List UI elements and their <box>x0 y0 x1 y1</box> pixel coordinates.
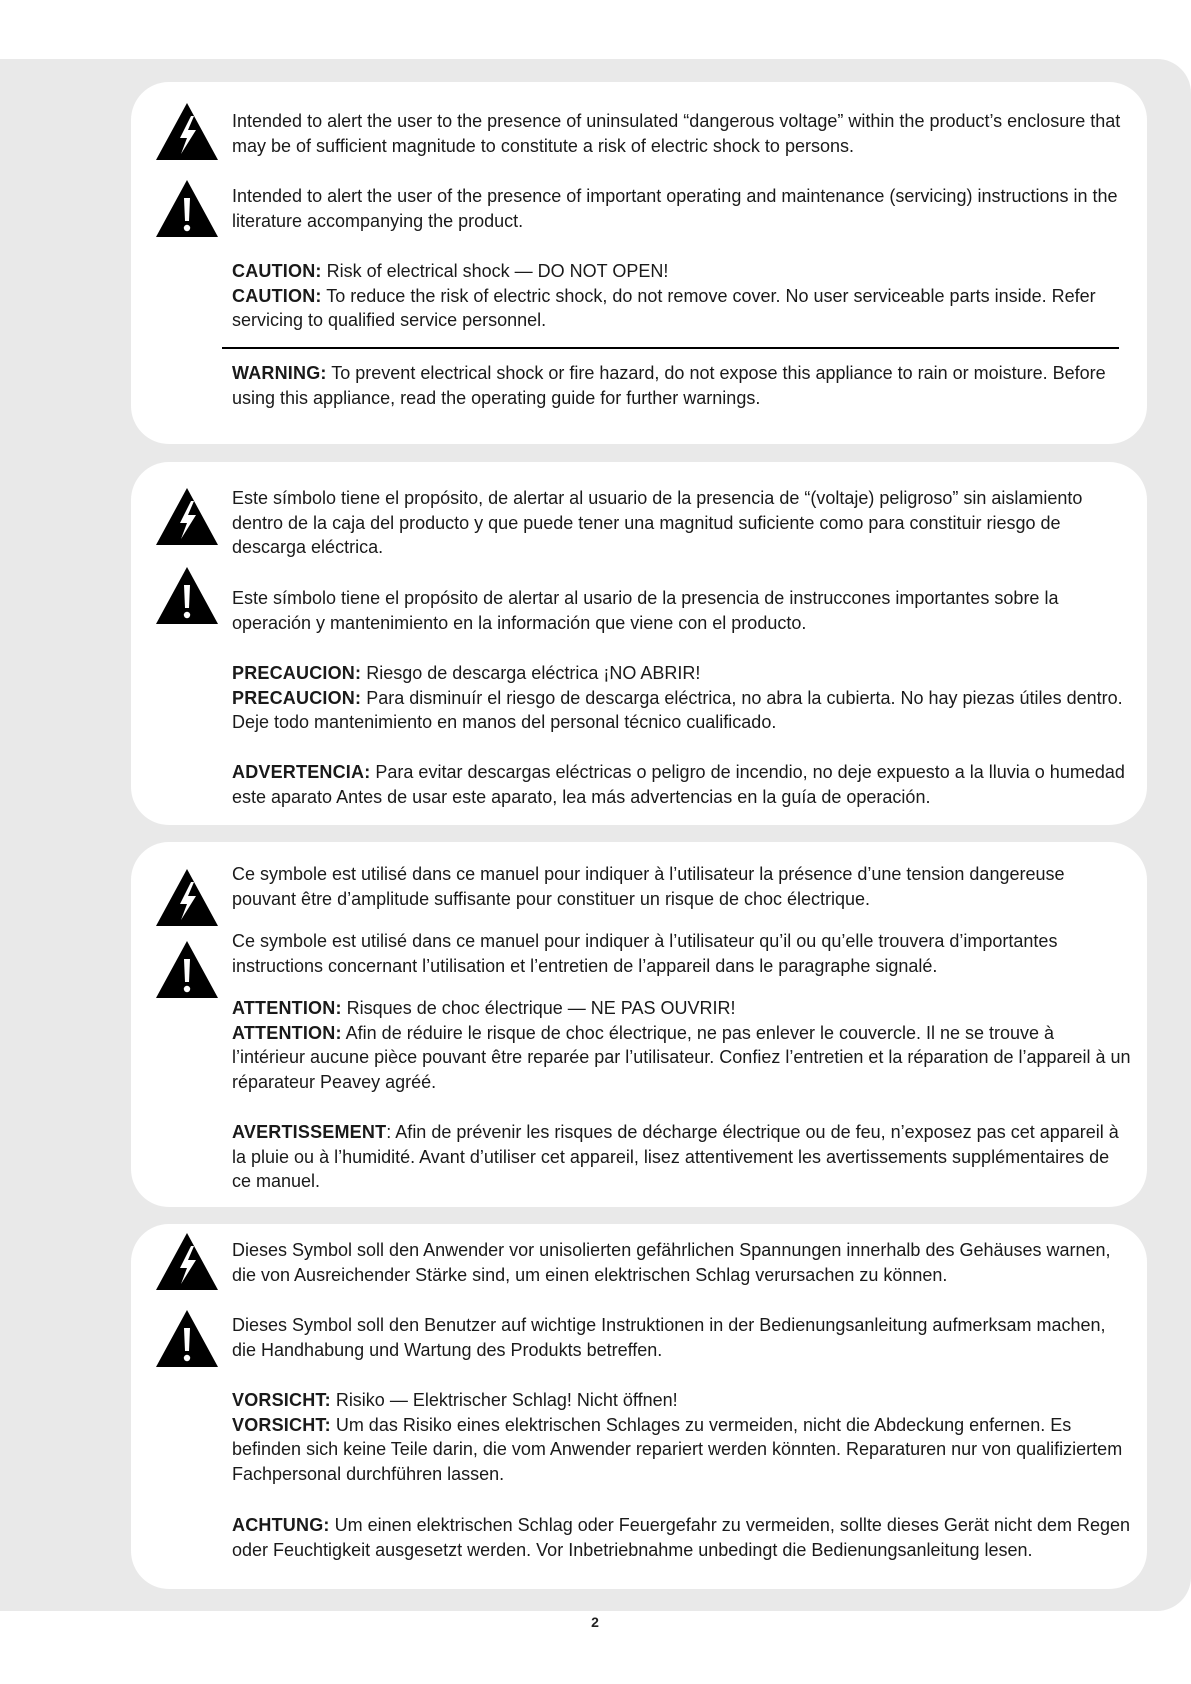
caution-block <box>232 1388 1132 1486</box>
caution-block <box>232 259 1132 333</box>
lightning-warning-icon <box>155 1231 219 1291</box>
voltage-warning-text: Este símbolo tiene el propósito, de alertar al usuario de la presencia de “(voltaje) peligroso” sin aislamiento dentro de la caja del producto y que puede tener una magnitud suficiente como para constituir riesgo de descarga eléctrica. <box>232 488 1083 557</box>
safety-card-english <box>131 82 1147 444</box>
caution-text: Risiko — Elektrischer Schlag! Nicht öffnen! <box>330 1390 678 1410</box>
caution-label: VORSICHT: <box>232 1390 331 1410</box>
warning-text: Um einen elektrischen Schlag oder Feuergefahr zu vermeiden, sollte dieses Gerät nicht dem Regen oder Feuchtigkeit ausgesetzt werden. Vor Inbetriebnahme unbedingt die Bedienungsanleitung lesen. <box>232 1515 1131 1560</box>
lightning-warning-icon <box>155 486 219 546</box>
lightning-warning-icon <box>155 101 219 161</box>
warning-text: Para evitar descargas eléctricas o peligro de incendio, no deje expuesto a la lluvia o humedad este aparato Antes de usar este aparato, lea más advertencias en la guía de operación. <box>232 762 1125 807</box>
caution-text: Para disminuír el riesgo de descarga eléctrica, no abra la cubierta. No hay piezas útiles dentro. Deje todo mantenimiento en manos del personal técnico cualificado. <box>232 687 1123 732</box>
exclamation-warning-icon <box>155 939 219 999</box>
instructions-warning-text: Dieses Symbol soll den Benutzer auf wichtige Instruktionen in der Bedienungsanleitung aufmerksam machen, die Handhabung und Wartung des Produkts betreffen. <box>232 1315 1106 1360</box>
divider <box>222 347 1119 349</box>
caution-block <box>232 661 1132 735</box>
caution-label: PRECAUCION: <box>232 687 362 708</box>
caution-label: PRECAUCION: <box>232 663 362 683</box>
warning-block <box>232 760 1132 809</box>
warning-block <box>232 1120 1132 1194</box>
caution-text: Afin de réduire le risque de choc électrique, ne pas enlever le couvercle. Il ne se trouve à l’intérieur aucune pièce pouvant être reparée par l’utilisateur. Confiez l’entretien et la réparation de l’appareil à un réparateur Peavey agréé. <box>232 1022 1131 1092</box>
exclamation-warning-icon <box>155 565 219 625</box>
voltage-warning-text: Dieses Symbol soll den Anwender vor unisolierten gefährlichen Spannungen innerhalb des Gehäuses warnen, die von Ausreichender Stärke sind, um einen elektrischen Schlag verursachen zu können. <box>232 1240 1111 1285</box>
voltage-warning-text: Intended to alert the user to the presence of uninsulated “dangerous voltage” within the product’s enclosure that may be of sufficient magnitude to constitute a risk of electric shock to persons. <box>232 111 1121 156</box>
safety-card-german <box>131 1224 1147 1589</box>
warning-label: WARNING: <box>232 363 327 383</box>
warning-label: ADVERTENCIA: <box>232 762 371 782</box>
warning-label: AVERTISSEMENT <box>232 1122 387 1142</box>
caution-block <box>232 996 1132 1094</box>
exclamation-warning-icon <box>155 178 219 238</box>
caution-text: Riesgo de descarga eléctrica ¡NO ABRIR! <box>361 663 701 683</box>
warning-text: To prevent electrical shock or fire hazard, do not expose this appliance to rain or moisture. Before using this appliance, read the operating guide for further warnings. <box>232 363 1106 408</box>
voltage-warning-text: Ce symbole est utilisé dans ce manuel pour indiquer à l’utilisateur la présence d’une tension dangereuse pouvant être d’amplitude suffisante pour constituer un risque de choc électrique. <box>232 864 1065 909</box>
warning-block <box>232 1513 1132 1562</box>
instructions-warning-text: Intended to alert the user of the presence of important operating and maintenance (servicing) instructions in the literature accompanying the product. <box>232 186 1118 231</box>
warning-text: : Afin de prévenir les risques de décharge électrique ou de feu, n’exposez pas cet appareil à la pluie ou à l’humidité. Avant d’utiliser cet appareil, lisez attentivement les avertissements supplémentaires de ce manuel. <box>232 1122 1119 1191</box>
exclamation-warning-icon <box>155 1308 219 1368</box>
page-number: 2 <box>591 1614 599 1630</box>
caution-label: ATTENTION: <box>232 1022 342 1043</box>
caution-label: VORSICHT: <box>232 1414 331 1435</box>
safety-card-french <box>131 842 1147 1207</box>
caution-label: CAUTION: <box>232 285 322 306</box>
safety-card-spanish <box>131 462 1147 825</box>
instructions-warning-text: Ce symbole est utilisé dans ce manuel pour indiquer à l’utilisateur qu’il ou qu’elle trouvera d’importantes instructions concernant l’utilisation et l’entretien de l’appareil dans le paragraphe signalé. <box>232 931 1058 976</box>
caution-label: CAUTION: <box>232 261 322 281</box>
instructions-warning-text: Este símbolo tiene el propósito de alertar al usario de la presencia de instruccones importantes sobre la operación y mantenimiento en la información que viene con el producto. <box>232 588 1059 633</box>
warning-label: ACHTUNG: <box>232 1515 330 1535</box>
caution-text: Um das Risiko eines elektrischen Schlages zu vermeiden, nicht die Abdeckung enfernen. Es befinden sich keine Teile darin, die vom Anwender repariert werden könnten. Reparaturen nur von qualifiziertem Fachpersonal durchführen lassen. <box>232 1414 1123 1484</box>
caution-text: To reduce the risk of electric shock, do not remove cover. No user serviceable parts inside. Refer servicing to qualified service personnel. <box>232 285 1096 330</box>
caution-label: ATTENTION: <box>232 998 342 1018</box>
caution-text: Risques de choc électrique — NE PAS OUVRIR! <box>341 998 736 1018</box>
warning-block <box>232 361 1132 410</box>
caution-text: Risk of electrical shock — DO NOT OPEN! <box>321 261 669 281</box>
lightning-warning-icon <box>155 867 219 927</box>
